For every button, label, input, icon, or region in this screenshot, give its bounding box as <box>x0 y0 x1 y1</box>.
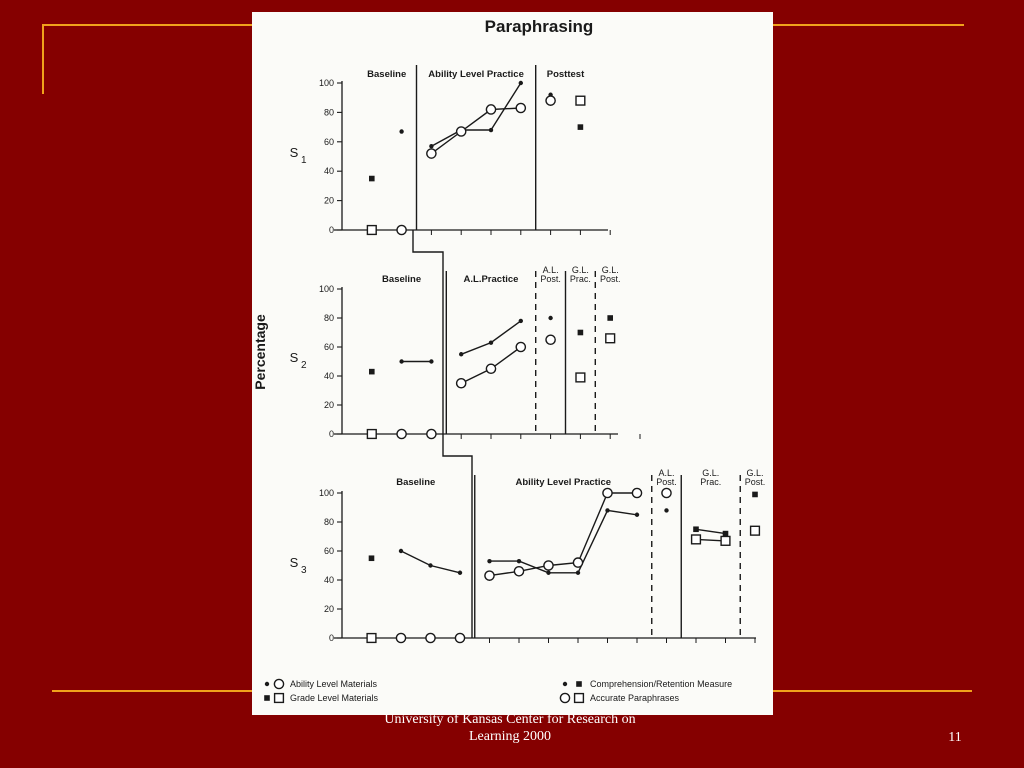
footer-source <box>330 711 690 745</box>
phase-label: Baseline <box>367 69 407 80</box>
data-point <box>693 526 699 532</box>
legend-marker <box>563 682 567 686</box>
data-point <box>605 508 609 512</box>
y-tick-label: 0 <box>328 633 334 643</box>
subject-subscript: 1 <box>301 155 307 166</box>
data-point <box>752 492 758 498</box>
data-point <box>576 96 585 105</box>
phase-change-connector <box>413 230 443 434</box>
subject-label: S <box>289 350 299 365</box>
paraphrasing-figure <box>252 12 773 715</box>
data-point <box>546 335 555 344</box>
phase-label: G.L. Prac. <box>569 265 591 284</box>
phase-label: A.L. Post. <box>656 468 677 487</box>
phase-label: A.L. Post. <box>540 265 561 284</box>
footer-source-line-2: Learning 2000 <box>468 729 552 744</box>
data-point <box>396 633 405 642</box>
legend-marker <box>575 694 584 703</box>
phase-label: G.L. Post. <box>744 468 766 487</box>
data-point <box>369 176 375 182</box>
phase-label: A.L.Practice <box>463 274 519 285</box>
y-tick-label: 80 <box>323 107 334 118</box>
data-point <box>489 340 493 344</box>
data-point <box>546 96 555 105</box>
paraphrasing-chart <box>252 12 773 715</box>
phase-label: Posttest <box>546 69 585 80</box>
data-point <box>607 315 613 321</box>
data-point <box>692 535 701 544</box>
data-point <box>517 559 521 563</box>
legend-marker <box>264 695 270 701</box>
phase-label: Ability Level Practice <box>515 477 612 488</box>
y-tick-label: 20 <box>323 195 334 206</box>
data-point <box>546 571 550 575</box>
data-point <box>427 429 436 438</box>
y-tick-label: 60 <box>323 546 334 556</box>
data-point <box>426 633 435 642</box>
y-tick-label: 40 <box>323 575 334 585</box>
data-point <box>489 128 493 132</box>
legend-label: Ability Level Materials <box>290 679 378 689</box>
y-tick-label: 60 <box>323 342 334 352</box>
legend-label: Grade Level Materials <box>290 693 379 703</box>
data-point <box>576 373 585 382</box>
slide-number: 11 <box>948 730 962 745</box>
data-point <box>632 488 641 497</box>
data-point <box>457 127 466 136</box>
data-point <box>399 359 403 363</box>
data-point <box>751 526 760 535</box>
footer-source-line-1: University of Kansas Center for Research on <box>384 712 636 727</box>
data-point <box>723 531 729 537</box>
data-point <box>487 559 491 563</box>
data-point <box>369 555 375 561</box>
legend-marker <box>576 681 582 687</box>
y-tick-label: 100 <box>318 284 334 294</box>
subject-label: S <box>289 555 299 570</box>
data-point <box>428 563 432 567</box>
data-point <box>516 103 525 112</box>
data-point <box>457 379 466 388</box>
data-point <box>635 513 639 517</box>
y-tick-label: 0 <box>328 429 334 439</box>
data-point <box>458 571 462 575</box>
data-point <box>367 634 376 643</box>
y-tick-label: 40 <box>323 166 334 177</box>
top-left-rule <box>42 24 254 26</box>
phase-change-connector <box>443 434 472 638</box>
y-tick-label: 80 <box>323 313 334 323</box>
subject-subscript: 2 <box>301 360 307 371</box>
data-point <box>514 567 523 576</box>
data-point <box>486 105 495 114</box>
series-line <box>696 529 726 533</box>
legend-marker <box>275 694 284 703</box>
top-right-rule <box>772 24 964 26</box>
y-tick-label: 40 <box>323 371 334 381</box>
phase-label: Baseline <box>382 274 422 285</box>
series-line <box>431 83 520 146</box>
data-point <box>516 342 525 351</box>
data-point <box>606 334 615 343</box>
data-point <box>519 81 523 85</box>
legend-label: Accurate Paraphrases <box>590 693 680 703</box>
data-point <box>664 508 668 512</box>
data-point <box>455 633 464 642</box>
series-line <box>490 493 638 576</box>
data-point <box>548 316 552 320</box>
chart-title: Paraphrasing <box>484 17 594 36</box>
data-point <box>367 430 376 439</box>
series-line <box>401 551 460 573</box>
y-tick-label: 20 <box>323 400 334 410</box>
data-point <box>486 364 495 373</box>
y-tick-label: 100 <box>318 78 334 88</box>
data-point <box>573 558 582 567</box>
phase-label: Ability Level Practice <box>428 69 524 80</box>
legend-marker <box>560 693 569 702</box>
data-point <box>662 488 671 497</box>
left-vertical-rule <box>42 24 44 94</box>
data-point <box>397 225 406 234</box>
phase-label: G.L. Prac. <box>700 468 722 487</box>
data-point <box>369 369 375 375</box>
data-point <box>429 144 433 148</box>
subject-label: S <box>289 145 299 160</box>
data-point <box>399 129 403 133</box>
phase-label: G.L. Post. <box>599 265 621 284</box>
subject-subscript: 3 <box>301 565 307 576</box>
data-point <box>485 571 494 580</box>
data-point <box>429 359 433 363</box>
data-point <box>578 330 584 336</box>
data-point <box>367 226 376 235</box>
series-line <box>461 321 521 354</box>
data-point <box>459 352 463 356</box>
data-point <box>578 124 584 130</box>
y-tick-label: 0 <box>328 225 334 235</box>
data-point <box>544 561 553 570</box>
data-point <box>519 319 523 323</box>
data-point <box>397 429 406 438</box>
legend-marker <box>265 682 269 686</box>
y-tick-label: 20 <box>323 604 334 614</box>
data-point <box>427 149 436 158</box>
data-point <box>603 488 612 497</box>
series-line <box>431 108 520 154</box>
y-axis-label: Percentage <box>252 314 268 390</box>
y-tick-label: 100 <box>318 488 334 498</box>
data-point <box>721 536 730 545</box>
data-point <box>576 571 580 575</box>
y-tick-label: 60 <box>323 136 334 147</box>
y-tick-label: 80 <box>323 517 334 527</box>
legend-marker <box>274 679 283 688</box>
phase-label: Baseline <box>396 477 436 488</box>
legend-label: Comprehension/Retention Measure <box>590 679 733 689</box>
data-point <box>399 549 403 553</box>
